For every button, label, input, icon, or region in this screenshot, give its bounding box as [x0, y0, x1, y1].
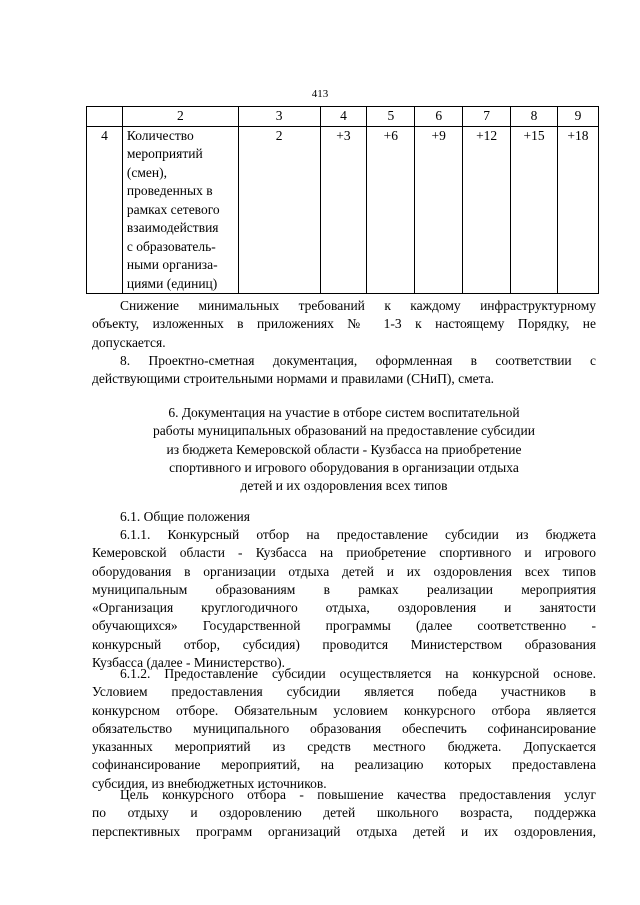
table-header-cell: 5 [367, 107, 415, 127]
table-header-row [87, 107, 599, 127]
value-cell: +18 [557, 126, 598, 294]
value-cell: 2 [238, 126, 320, 294]
value-cell: +6 [367, 126, 415, 294]
text-line: муниципальным образованиям в рамках реализации мероприятия [92, 581, 596, 597]
table-header-cell [87, 107, 123, 127]
text-line: 8. Проектно-сметная документация, оформленная в соответствии с [120, 353, 596, 368]
paragraph-item-8 [92, 352, 596, 389]
title-line: работы муниципальных образований на предоставление субсидии [153, 423, 535, 439]
table-header-cell: 3 [238, 107, 320, 127]
heading-line: 6.1. Общие положения [120, 509, 250, 524]
page-number: 413 [311, 88, 329, 100]
text-line: Цель конкурсного отбора - повышение качества предоставления услуг [120, 787, 596, 802]
title-line: детей и их оздоровления всех типов [240, 478, 448, 494]
value-cell: +9 [415, 126, 463, 294]
text-line: обязательство муниципального образования обеспечить софинансирование [92, 720, 596, 736]
text-line: перспективных программ организаций отдыха детей и их оздоровления, [92, 823, 596, 839]
paragraph-6-1-1 [92, 526, 596, 672]
paragraph-reduction [92, 297, 596, 352]
subsection-6-1-heading [92, 508, 596, 526]
text-line: 6.1.2. Предоставление субсидии осуществляется на конкурсной основе. [120, 666, 596, 681]
section-6-title [92, 404, 596, 495]
table-header-cell: 8 [511, 107, 558, 127]
text-line: Условием предоставления субсидии является победа участников в [92, 684, 596, 700]
label-line: взаимодействия [126, 220, 219, 235]
title-line: спортивного и игрового оборудования в организации отдыха [169, 459, 519, 475]
paragraph-goal [92, 786, 596, 841]
value-cell: +3 [320, 126, 367, 294]
table-header-cell: 7 [463, 107, 511, 127]
indicator-table [86, 106, 599, 294]
text-line: оборудования в организации отдыха детей и их оздоровления всех типов [92, 563, 596, 579]
value-cell: +12 [463, 126, 511, 294]
table-header-cell: 9 [557, 107, 598, 127]
text-line: софинансирование мероприятий, на реализацию которых предоставлена [92, 757, 596, 773]
text-line: допускается. [92, 334, 166, 350]
text-line: Кузбасса (далее - Министерство). [92, 655, 285, 671]
label-line: рамках сетевого [126, 201, 220, 217]
text-line: Снижение минимальных требований к каждому инфраструктурному [120, 298, 596, 313]
text-line: субсидия, из внебюджетных источников. [92, 775, 327, 791]
title-line: 6. Документация на участие в отборе систем воспитательной [168, 405, 520, 420]
label-line: Количество [126, 127, 194, 143]
text-line: «Организация круглогодичного отдыха, оздоровления и занятости [92, 600, 596, 616]
paragraph-6-1-2 [92, 665, 596, 793]
text-line: конкурсный отбор, субсидия) проводится Министерством образования [92, 636, 596, 652]
row-number-cell: 4 [87, 126, 123, 294]
label-line: мероприятий [126, 146, 203, 161]
table-header-cell: 2 [122, 107, 238, 127]
text-line: указанных мероприятий из средств местного бюджета. Допускается [92, 739, 596, 755]
text-line: по отдыху и оздоровлению детей школьного возраста, поддержка [92, 805, 596, 821]
text-line: действующими строительными нормами и правилами (СНиП), смета. [92, 371, 495, 387]
text-line: объекту, изложенных в приложениях № 1-3 к настоящему Порядку, не [92, 316, 596, 332]
value-cell: +15 [511, 126, 558, 294]
label-line: с образователь- [126, 238, 216, 254]
label-line: ными организа- [126, 257, 218, 272]
indicator-label-cell [122, 126, 238, 294]
text-line: конкурсном отборе. Обязательным условием конкурсного отбора является [92, 702, 596, 718]
table-header-cell: 6 [415, 107, 463, 127]
text-line: 6.1.1. Конкурсный отбор на предоставление субсидии из бюджета [120, 527, 596, 542]
label-line: циями (единиц) [126, 275, 218, 291]
text-line: обучающихся» Государственной программы (далее соответственно - [92, 618, 596, 634]
label-line: проведенных в [126, 183, 213, 198]
text-line: Кемеровской области - Кузбасса на приобретение спортивного и игрового [92, 545, 596, 561]
table-row [87, 126, 599, 294]
title-line: из бюджета Кемеровской области - Кузбасса на приобретение [166, 441, 522, 457]
table-header-cell: 4 [320, 107, 367, 127]
label-line: (смен), [126, 164, 168, 180]
